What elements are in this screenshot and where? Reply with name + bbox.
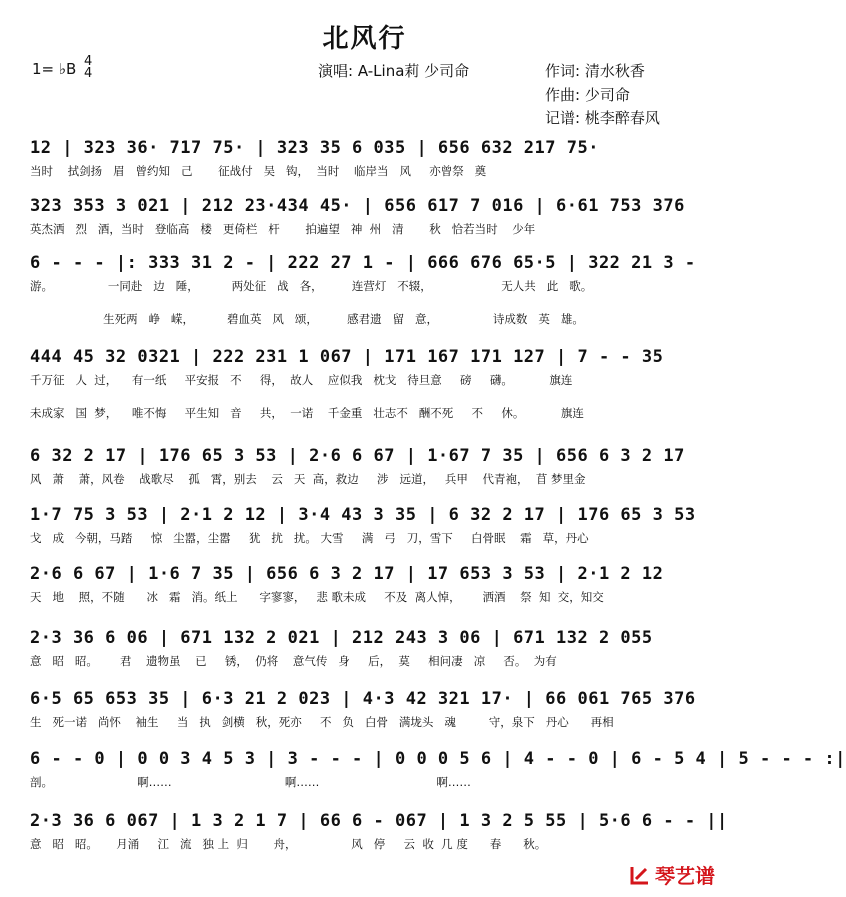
lyric-line: 游。 一同赴 边 陲， 两处征 战 各， 连营灯 不辍， 无人共 此 歌。 <box>30 279 593 293</box>
notation-row: 6·5 65 653 35 | 6·3 21 2 023 | 4·3 42 321 17· | 66 061 765 376 <box>30 689 696 709</box>
notation-row: 6 - - - |: 333 31 2 - | 222 27 1 - | 666 676 65·5 | 322 21 3 - <box>30 253 696 273</box>
key-signature: 1= ♭B <box>32 60 77 78</box>
lyric-line: 英杰洒 烈 酒，当时 登临高 楼 更倚栏 杆 拍遍望 神 州 清 秋 恰若当时 少年 <box>30 222 536 236</box>
lyric-line: 风 萧 萧，风卷 战歌尽 孤 霄，别去 云 天 高，救边 涉 远道， 兵甲 代青袍， 苜 梦里金 <box>30 472 586 486</box>
lyric-line: 天 地 照，不随 冰 霜 消。纸上 字寥寥， 悲 歌未成 不及 离人悼， 洒酒 祭 知 交，知交 <box>30 590 604 604</box>
transcriber: 记谱: 桃李醉春风 <box>545 109 660 127</box>
notation-row: 6 32 2 17 | 176 65 3 53 | 2·6 6 67 | 1·67 7 35 | 656 6 3 2 17 <box>30 446 685 466</box>
lyric-line: 当时 拭剑扬 眉 曾约知 己 征战付 吴 钩， 当时 临岸当 风 亦曾祭 奠 <box>30 164 487 178</box>
lyricist: 作词: 清水秋香 <box>545 62 645 80</box>
time-signature-bottom: 4 <box>84 66 93 81</box>
lyric-line: 意 昭 昭。 月涌 江 流 独 上 归 舟， 风 停 云 收 几 度 春 秋。 <box>30 837 547 851</box>
lyric-line: 千万征 人 过， 有一纸 平安报 不 得， 故人 应似我 枕戈 待旦意 磅 礴。 旗连 <box>30 373 573 387</box>
notation-row: 1·7 75 3 53 | 2·1 2 12 | 3·4 43 3 35 | 6 32 2 17 | 176 65 3 53 <box>30 505 696 525</box>
notation-row: 2·3 36 6 067 | 1 3 2 1 7 | 66 6 - 067 | 1 3 2 5 55 | 5·6 6 - - || <box>30 811 728 831</box>
site-logo <box>629 860 715 889</box>
notation-row: 2·6 6 67 | 1·6 7 35 | 656 6 3 2 17 | 17 653 3 53 | 2·1 2 12 <box>30 564 664 584</box>
lyric-line: 未成家 国 梦， 唯不悔 平生知 音 共， 一诺 千金重 壮志不 酬不死 不 休。 旗连 <box>30 406 584 420</box>
logo-icon <box>629 864 651 886</box>
lyric-line: 剖。 啊…… 啊…… 啊…… <box>30 775 471 789</box>
notation-row: 444 45 32 0321 | 222 231 1 067 | 171 167 171 127 | 7 - - 35 <box>30 347 664 367</box>
logo-text: 琴艺谱 <box>655 864 715 888</box>
lyric-line: 生死两 峥 嵘， 碧血英 风 颂， 感君遗 留 意， 诗成数 英 雄。 <box>30 312 584 326</box>
composer: 作曲: 少司命 <box>545 86 630 104</box>
notation-row: 6 - - 0 | 0 0 3 4 5 3 | 3 - - - | 0 0 0 5 6 | 4 - - 0 | 6 - 5 4 | 5 - - - :| <box>30 749 846 769</box>
notation-row: 323 353 3 021 | 212 23·434 45· | 656 617 7 016 | 6·61 753 376 <box>30 196 685 216</box>
notation-row: 12 | 323 36· 717 75· | 323 35 6 035 | 656 632 217 75· <box>30 138 599 158</box>
lyric-line: 生 死一诺 尚怀 袖生 当 执 剑横 秋，死亦 不 负 白骨 满垅头 魂 守，泉下 丹心 再相 <box>30 715 614 729</box>
time-signature-top: 4 <box>84 54 93 69</box>
song-title: 北风行 <box>322 24 407 54</box>
notation-row: 2·3 36 6 06 | 671 132 2 021 | 212 243 3 06 | 671 132 2 055 <box>30 628 653 648</box>
singers: 演唱: A-Lina莉 少司命 <box>318 62 470 80</box>
lyric-line: 意 昭 昭。 君 遗物虽 已 锈， 仍将 意气传 身 后， 莫 相问凄 凉 否。 为有 <box>30 654 557 668</box>
lyric-line: 戈 成 今朝，马踏 惊 尘嚣，尘嚣 犹 扰 扰。 大雪 满 弓 刀，雪下 白骨眠 霜 草，丹心 <box>30 531 589 545</box>
time-signature <box>84 56 92 80</box>
